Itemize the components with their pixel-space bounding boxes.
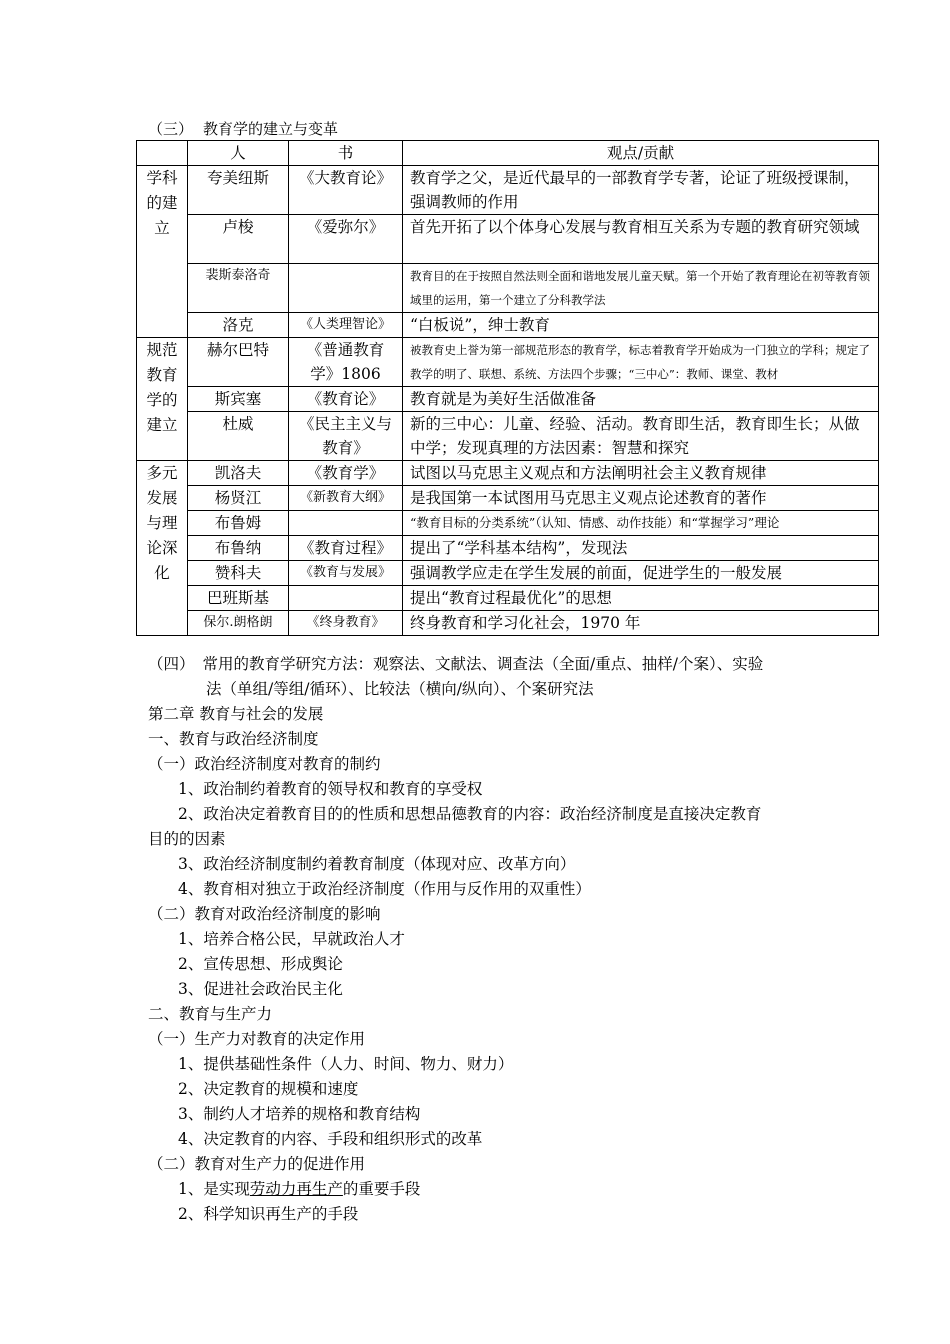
table-row	[137, 313, 879, 338]
person-cell: 巴班斯基	[188, 586, 289, 611]
list-item: 1、提供基础性条件（人力、时间、物力、财力）	[178, 1055, 514, 1073]
table-row	[137, 412, 879, 461]
contribution-cell: 教育就是为美好生活做准备	[403, 387, 879, 412]
book-cell: 《新教育大纲》	[289, 486, 403, 511]
group-cell	[137, 338, 188, 461]
contribution-cell: 终身教育和学习化社会，1970 年	[403, 611, 879, 636]
person-cell: 裴斯泰洛奇	[188, 264, 289, 313]
section-4-line	[148, 652, 848, 677]
list-item: 4、决定教育的内容、手段和组织形式的改革	[178, 1130, 483, 1148]
table-row	[137, 264, 879, 313]
table-row	[137, 586, 879, 611]
table-row	[137, 166, 879, 215]
table-row	[137, 536, 879, 561]
section-heading-3	[148, 118, 338, 140]
book-cell: 《爱弥尔》	[289, 215, 403, 264]
subsection-title: （二）教育对生产力的促进作用	[148, 1155, 366, 1173]
table-row	[137, 561, 879, 586]
list-item: 2、政治决定着教育目的的性质和思想品德教育的内容：政治经济制度是直接决定教育	[178, 805, 762, 823]
book-cell: 《教育与发展》	[289, 561, 403, 586]
list-item: 4、教育相对独立于政治经济制度（作用与反作用的双重性）	[178, 880, 591, 898]
underlined-term: 劳动力再生产	[249, 1180, 343, 1198]
section-4-text: 常用的教育学研究方法：观察法、文献法、调查法（全面/重点、抽样/个案）、实验	[202, 655, 764, 673]
list-item: 2、科学知识再生产的手段	[178, 1205, 359, 1223]
person-cell: 凯洛夫	[188, 461, 289, 486]
subsection-title: （二）教育对政治经济制度的影响	[148, 905, 381, 923]
list-item: 1、培养合格公民，早就政治人才	[178, 930, 405, 948]
person-cell: 卢梭	[188, 215, 289, 264]
group-label: 学科的建立	[146, 169, 178, 237]
contribution-cell: 提出“教育过程最优化”的思想	[403, 586, 879, 611]
list-item: 2、宣传思想、形成舆论	[178, 955, 343, 973]
contribution-cell: “白板说”，绅士教育	[403, 313, 879, 338]
book-cell: 《终身教育》	[289, 611, 403, 636]
person-cell: 布鲁姆	[188, 511, 289, 536]
person-cell: 斯宾塞	[188, 387, 289, 412]
book-cell	[289, 511, 403, 536]
list-item: 3、制约人才培养的规格和教育结构	[178, 1105, 421, 1123]
table-row	[137, 215, 879, 264]
person-cell: 布鲁纳	[188, 536, 289, 561]
contribution-cell: 强调教学应走在学生发展的前面，促进学生的一般发展	[403, 561, 879, 586]
table-row	[137, 387, 879, 412]
book-cell: 《教育学》	[289, 461, 403, 486]
person-cell: 赫尔巴特	[188, 338, 289, 387]
contribution-cell: 教育目的在于按照自然法则全面和谐地发展儿童天赋。第一个开始了教育理论在初等教育领域里的运用，第一个建立了分科教学法	[403, 264, 879, 313]
person-cell: 洛克	[188, 313, 289, 338]
contribution-cell: 首先开拓了以个体身心发展与教育相互关系为专题的教育研究领域	[403, 215, 879, 264]
group-cell	[137, 166, 188, 338]
table-header-row	[137, 141, 879, 166]
body-text	[148, 652, 848, 1227]
book-cell: 《教育过程》	[289, 536, 403, 561]
part-title: 一、教育与政治经济制度	[148, 730, 319, 748]
list-item	[148, 1177, 848, 1202]
list-item: 2、决定教育的规模和速度	[178, 1080, 359, 1098]
table-row	[137, 511, 879, 536]
book-cell: 《普通教育学》1806	[289, 338, 403, 387]
subsection-title: （一）生产力对教育的决定作用	[148, 1030, 366, 1048]
book-cell: 《民主主义与教育》	[289, 412, 403, 461]
subsection-title: （一）政治经济制度对教育的制约	[148, 755, 381, 773]
book-cell	[289, 264, 403, 313]
book-cell	[289, 586, 403, 611]
group-label: 多元发展与理论深化	[146, 464, 178, 582]
list-item-prefix: 1、是实现	[178, 1180, 250, 1198]
list-item-suffix: 的重要手段	[342, 1180, 421, 1198]
book-cell: 《大教育论》	[289, 166, 403, 215]
section-number: （三）	[148, 120, 194, 138]
education-history-table	[136, 140, 879, 636]
group-label: 规范教育学的建立	[146, 341, 178, 434]
contribution-cell: 试图以马克思主义观点和方法阐明社会主义教育规律	[403, 461, 879, 486]
group-cell	[137, 461, 188, 636]
person-cell: 夸美纽斯	[188, 166, 289, 215]
contribution-cell: 教育学之父，是近代最早的一部教育学专著，论证了班级授课制，强调教师的作用	[403, 166, 879, 215]
header-person: 人	[188, 141, 289, 166]
person-cell: 赞科夫	[188, 561, 289, 586]
header-contribution: 观点/贡献	[403, 141, 879, 166]
contribution-cell: 提出了“学科基本结构”，发现法	[403, 536, 879, 561]
contribution-cell: “教育目标的分类系统”（认知、情感、动作技能）和“掌握学习”理论	[403, 511, 879, 536]
section-4-line-cont: 法（单组/等组/循环）、比较法（横向/纵向）、个案研究法	[206, 680, 594, 698]
person-cell: 杨贤江	[188, 486, 289, 511]
table-row	[137, 338, 879, 387]
person-cell: 保尔.朗格朗	[188, 611, 289, 636]
list-item: 3、政治经济制度制约着教育制度（体现对应、改革方向）	[178, 855, 576, 873]
table-row	[137, 486, 879, 511]
table-row	[137, 461, 879, 486]
contribution-cell: 新的三中心：儿童、经验、活动。教育即生活，教育即生长；从做中学；发现真理的方法因素：智慧和探究	[403, 412, 879, 461]
book-cell: 《教育论》	[289, 387, 403, 412]
header-blank	[137, 141, 188, 166]
section-number: （四）	[148, 655, 195, 673]
list-item: 1、政治制约着教育的领导权和教育的享受权	[178, 780, 483, 798]
list-item: 3、促进社会政治民主化	[178, 980, 343, 998]
chapter-title: 第二章 教育与社会的发展	[148, 705, 324, 723]
book-cell: 《人类理智论》	[289, 313, 403, 338]
contribution-cell: 是我国第一本试图用马克思主义观点论述教育的著作	[403, 486, 879, 511]
list-item-continuation: 目的的因素	[148, 830, 226, 848]
header-book: 书	[289, 141, 403, 166]
part-title: 二、教育与生产力	[148, 1005, 273, 1023]
person-cell: 杜威	[188, 412, 289, 461]
table-row	[137, 611, 879, 636]
section-title: 教育学的建立与变革	[203, 120, 339, 138]
contribution-cell: 被教育史上誉为第一部规范形态的教育学，标志着教育学开始成为一门独立的学科；规定了教学的明了、联想、系统、方法四个步骤；“三中心”：教师、课堂、教材	[403, 338, 879, 387]
